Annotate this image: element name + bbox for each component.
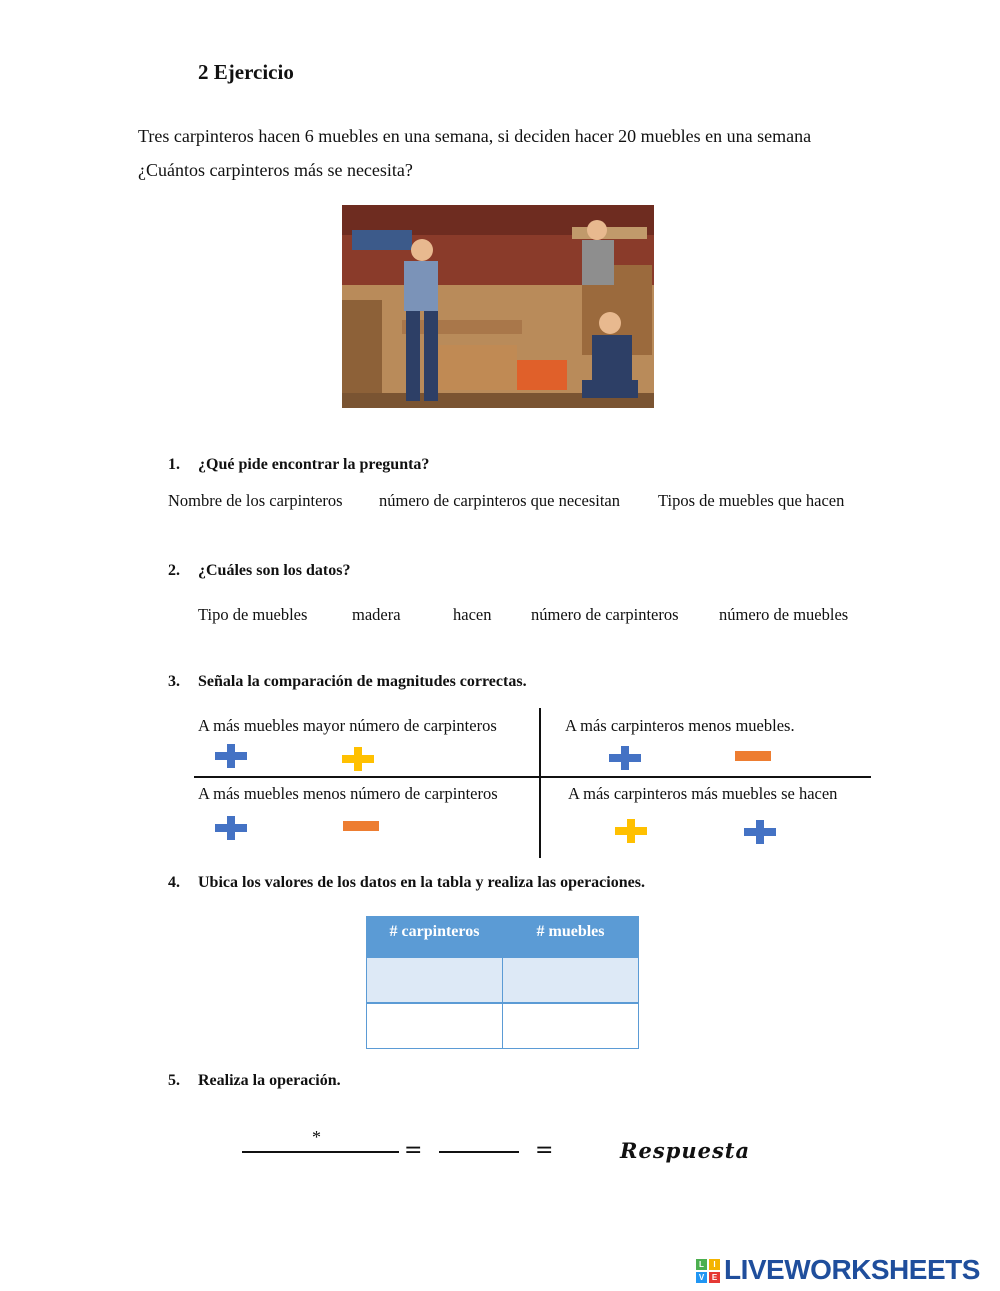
answer-blank-result[interactable] (439, 1151, 519, 1153)
question-text: Realiza la operación. (198, 1072, 341, 1089)
question-1 (168, 456, 429, 474)
q2-option-3[interactable]: hacen (453, 605, 492, 624)
table-cell-input[interactable] (367, 1003, 503, 1049)
carpenters-illustration (342, 205, 654, 408)
plus-icon[interactable] (342, 747, 374, 771)
plus-icon[interactable] (615, 819, 647, 843)
comparison-cell-3: A más muebles menos número de carpinteros (198, 784, 498, 803)
q2-option-4[interactable]: número de carpinteros (531, 605, 679, 624)
question-number: 4. (168, 874, 180, 891)
grid-vertical-divider (539, 708, 541, 858)
grid-horizontal-divider (194, 776, 871, 778)
plus-icon[interactable] (744, 820, 776, 844)
q1-option-2[interactable]: número de carpinteros que necesitan (379, 491, 620, 510)
q2-option-2[interactable]: madera (352, 605, 401, 624)
q1-option-3[interactable]: Tipos de muebles que hacen (658, 491, 845, 510)
question-number: 3. (168, 673, 180, 690)
minus-icon[interactable] (735, 751, 771, 761)
problem-line-2: ¿Cuántos carpinteros más se necesita? (138, 160, 413, 180)
table-header-muebles: # muebles (503, 917, 639, 958)
logo-text: LIVEWORKSHEETS (724, 1254, 980, 1285)
page-title: 2 Ejercicio (198, 60, 294, 84)
table-header-carpinteros: # carpinteros (367, 917, 503, 958)
question-number: 5. (168, 1072, 180, 1089)
table-cell-input[interactable] (503, 1003, 639, 1049)
q1-option-1[interactable]: Nombre de los carpinteros (168, 491, 343, 510)
data-table (366, 916, 639, 1049)
comparison-cell-2: A más carpinteros menos muebles. (565, 716, 795, 735)
question-2 (168, 562, 350, 580)
table-cell-input[interactable] (367, 958, 503, 1004)
question-4 (168, 874, 645, 892)
question-text: ¿Qué pide encontrar la pregunta? (198, 456, 430, 473)
equals-sign-1: = (404, 1138, 423, 1163)
answer-label: Respuesta (620, 1138, 751, 1163)
equals-sign-2: = (535, 1138, 554, 1163)
plus-icon[interactable] (609, 746, 641, 770)
question-text: Señala la comparación de magnitudes correctas. (198, 673, 527, 690)
question-text: Ubica los valores de los datos en la tabla y realiza las operaciones. (198, 874, 645, 891)
minus-icon[interactable] (343, 821, 379, 831)
logo-icon: L I V E (696, 1259, 720, 1283)
question-number: 2. (168, 562, 180, 579)
question-5 (168, 1072, 341, 1090)
plus-icon[interactable] (215, 744, 247, 768)
question-3 (168, 673, 527, 691)
comparison-cell-4: A más carpinteros más muebles se hacen (568, 784, 838, 803)
table-cell-input[interactable] (503, 958, 639, 1004)
answer-blank-product[interactable] (242, 1151, 399, 1153)
q2-option-1[interactable]: Tipo de muebles (198, 605, 308, 624)
multiply-asterisk: * (312, 1127, 321, 1147)
question-number: 1. (168, 456, 180, 473)
question-text: ¿Cuáles son los datos? (198, 562, 351, 579)
plus-icon[interactable] (215, 816, 247, 840)
comparison-cell-1: A más muebles mayor número de carpinteros (198, 716, 497, 735)
q2-option-5[interactable]: número de muebles (719, 605, 849, 624)
problem-line-1: Tres carpinteros hacen 6 muebles en una semana, si deciden hacer 20 muebles en una semana (138, 126, 812, 146)
